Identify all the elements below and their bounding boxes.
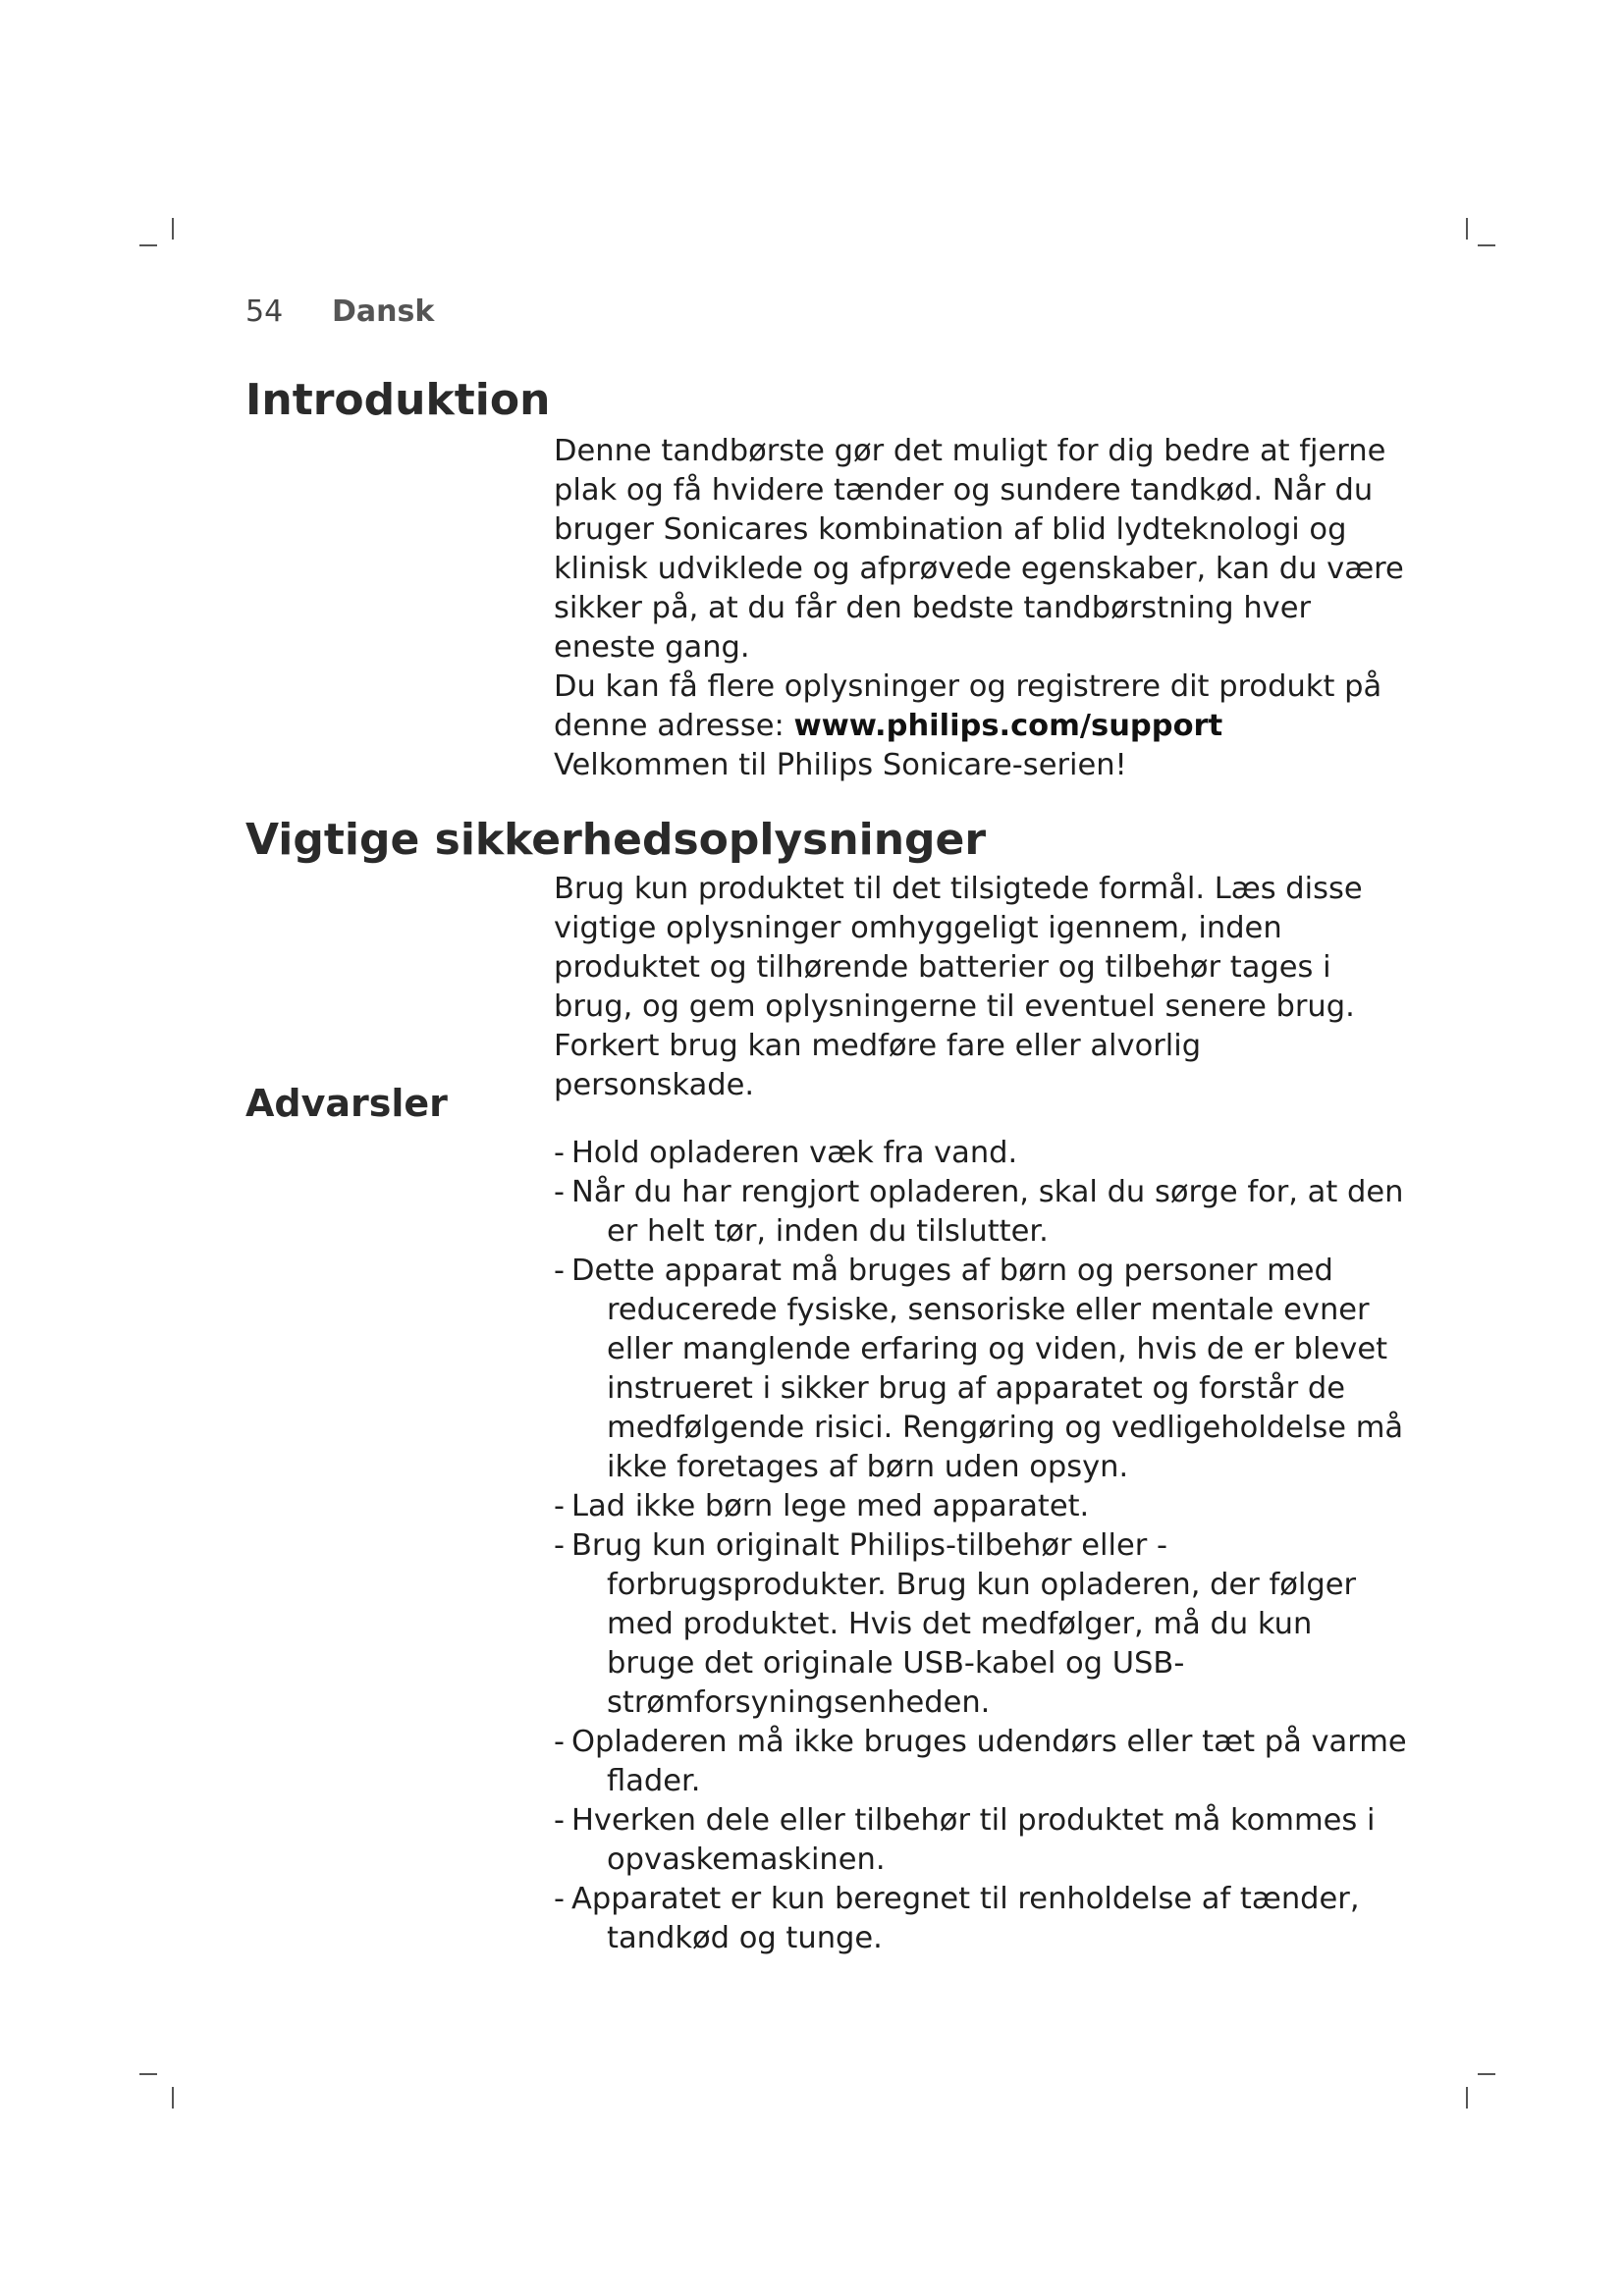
warning-text: Dette apparat må bruges af børn og personer med reducerede fysiske, sensoriske eller mentale evner eller manglende erfaring og viden, hvis de er blevet instrueret i sikker brug af apparatet og forstår de medfølgende risici. Rengøring og vedligeholdelse må ikke foretages af børn uden opsyn. xyxy=(571,1254,1404,1484)
warning-item xyxy=(554,1487,1408,1526)
warning-item xyxy=(554,1526,1408,1723)
introduction-paragraph: Denne tandbørste gør det muligt for dig bedre at fjerne plak og få hvidere tænder og sundere tandkød. Når du bruger Sonicares kombination af blid lydteknologi og klinisk udviklede og afprøvede egenskaber, kan du være sikker på, at du får den bedste tandbørstning hver eneste gang. xyxy=(554,434,1404,665)
crop-mark-bottom-left-h xyxy=(139,2073,157,2075)
bullet-dash: - xyxy=(554,1803,566,1838)
crop-mark-top-left-v xyxy=(172,218,174,240)
crop-mark-bottom-right-v xyxy=(1466,2087,1468,2109)
bullet-dash: - xyxy=(554,1528,566,1563)
welcome-paragraph: Velkommen til Philips Sonicare-serien! xyxy=(554,748,1127,782)
warning-text: Når du har rengjort opladeren, skal du sørge for, at den er helt tør, inden du tilslutter. xyxy=(571,1175,1404,1249)
warning-text: Brug kun originalt Philips-tilbehør eller -forbrugsprodukter. Brug kun opladeren, der følger med produktet. Hvis det medfølger, må du kun bruge det originale USB-kabel og USB-strømforsyningsenheden. xyxy=(571,1528,1357,1720)
crop-mark-bottom-right-h xyxy=(1478,2073,1495,2075)
warning-item xyxy=(554,1880,1408,1958)
warning-item xyxy=(554,1252,1408,1487)
support-url-link[interactable]: www.philips.com/support xyxy=(793,709,1223,743)
safety-heading: Vigtige sikkerhedsoplysninger xyxy=(245,815,987,865)
bullet-dash: - xyxy=(554,1725,566,1759)
warning-item xyxy=(554,1134,1408,1173)
language-label: Dansk xyxy=(332,294,435,329)
registration-paragraph xyxy=(554,667,1408,746)
bullet-dash: - xyxy=(554,1254,566,1288)
introduction-heading: Introduktion xyxy=(245,375,551,425)
warning-text: Hverken dele eller tilbehør til produktet må kommes i opvaskemaskinen. xyxy=(571,1803,1376,1877)
crop-mark-top-right-h xyxy=(1478,244,1495,246)
introduction-body xyxy=(554,432,1408,785)
warning-text: Opladeren må ikke bruges udendørs eller tæt på varme flader. xyxy=(571,1725,1407,1798)
crop-mark-top-left-h xyxy=(139,244,157,246)
page-number: 54 xyxy=(245,294,284,329)
warnings-list xyxy=(554,1134,1408,1958)
warning-item xyxy=(554,1173,1408,1252)
bullet-dash: - xyxy=(554,1882,566,1916)
warning-item xyxy=(554,1801,1408,1880)
warning-text: Apparatet er kun beregnet til renholdelse af tænder, tandkød og tunge. xyxy=(571,1882,1360,1955)
bullet-dash: - xyxy=(554,1136,566,1170)
warnings-heading: Advarsler xyxy=(245,1082,448,1125)
crop-mark-top-right-v xyxy=(1466,218,1468,240)
safety-paragraph: Brug kun produktet til det tilsigtede formål. Læs disse vigtige oplysninger omhyggeligt igennem, inden produktet og tilhørende batterier og tilbehør tages i brug, og gem oplysningerne til eventuel senere brug. Forkert brug kan medføre fare eller alvorlig personskade. xyxy=(554,872,1363,1102)
safety-body xyxy=(554,870,1408,1105)
warnings-body xyxy=(554,1134,1408,1958)
warning-text: Hold opladeren væk fra vand. xyxy=(571,1136,1018,1170)
warning-text: Lad ikke børn lege med apparatet. xyxy=(571,1489,1090,1523)
registration-text: Du kan få flere oplysninger og registrere dit produkt på denne adresse: xyxy=(554,669,1382,743)
bullet-dash: - xyxy=(554,1489,566,1523)
running-header xyxy=(245,294,434,329)
bullet-dash: - xyxy=(554,1175,566,1209)
warning-item xyxy=(554,1723,1408,1801)
crop-mark-bottom-left-v xyxy=(172,2087,174,2109)
